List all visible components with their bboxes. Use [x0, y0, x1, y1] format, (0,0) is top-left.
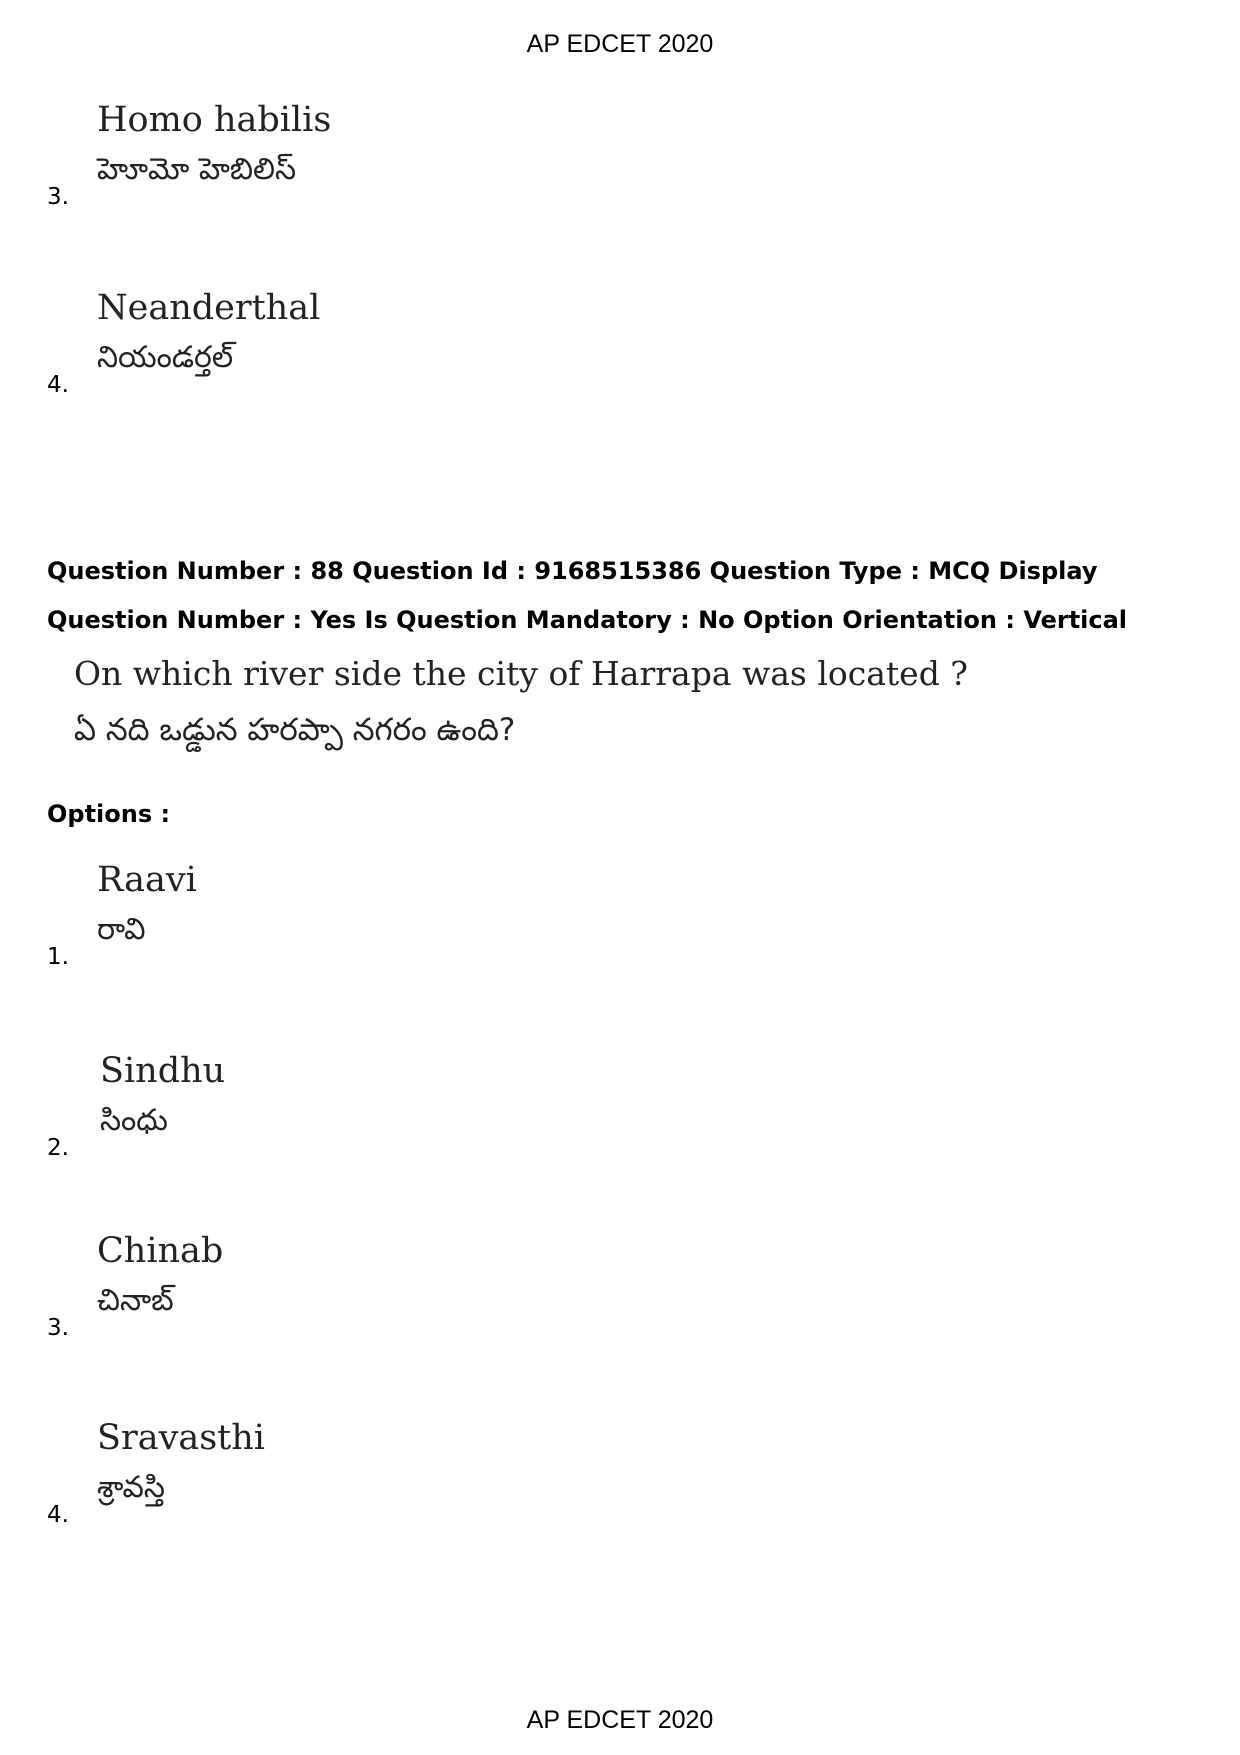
option-number: 3.: [47, 1315, 69, 1341]
option-telugu-text: రావి: [97, 912, 146, 947]
question-option-1: [47, 860, 947, 970]
option-english-text: Raavi: [97, 860, 197, 900]
option-english-text: Chinab: [97, 1231, 224, 1271]
option-telugu-text: శ్రావస్తి: [97, 1470, 165, 1505]
question-text-telugu: ఏ నది ఒడ్డున హరప్పా నగరం ఉంది?: [74, 712, 516, 748]
question-option-4: [47, 1418, 947, 1528]
prev-option-3: [47, 100, 947, 210]
options-label: Options :: [47, 800, 171, 828]
option-number: 1.: [47, 944, 69, 970]
option-telugu-text: సింధు: [100, 1103, 168, 1138]
page-footer: AP EDCET 2020: [526, 1706, 714, 1734]
option-telugu-text: నియండర్తల్: [97, 340, 234, 375]
option-telugu-text: చినాబ్: [97, 1283, 174, 1318]
question-option-2: [47, 1051, 947, 1161]
question-option-3: [47, 1231, 947, 1341]
option-telugu-text: హెూమో హెబిలిస్: [97, 152, 297, 187]
question-metadata: Question Number : 88 Question Id : 9168515386 Question Type : MCQ Display Question Number : Yes Is Question Mandatory : No Option Orientation : Vertical: [47, 557, 1128, 634]
option-number: 4.: [47, 1502, 69, 1528]
prev-option-4: [47, 288, 947, 398]
option-number: 3.: [47, 184, 69, 210]
page-header: AP EDCET 2020: [526, 30, 714, 58]
option-number: 4.: [47, 372, 69, 398]
option-english-text: Sravasthi: [97, 1418, 265, 1458]
question-text-english: On which river side the city of Harrapa was located ?: [74, 654, 968, 693]
option-english-text: Neanderthal: [97, 288, 321, 328]
option-english-text: Sindhu: [100, 1051, 226, 1091]
option-english-text: Homo habilis: [97, 100, 332, 140]
option-number: 2.: [47, 1135, 69, 1161]
